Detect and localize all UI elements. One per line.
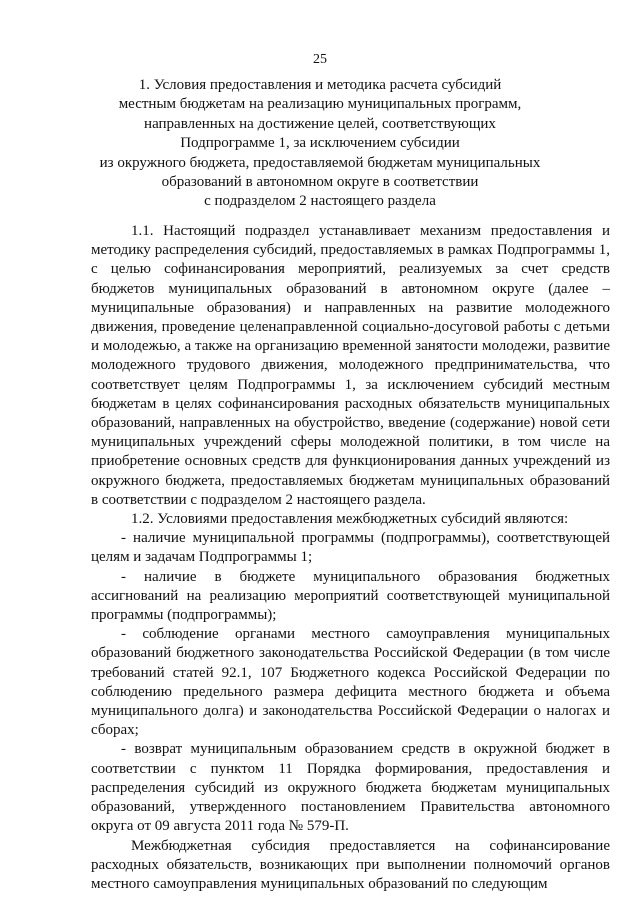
document-body <box>91 222 610 894</box>
heading-line: с подразделом 2 настоящего раздела <box>204 193 436 210</box>
heading-line: 1. Условия предоставления и методика расчета субсидий <box>138 77 502 93</box>
heading-line: из окружного бюджета, предоставляемой бюджетам муниципальных <box>99 154 541 171</box>
section-heading <box>60 76 580 212</box>
heading-line: местным бюджетам на реализацию муниципальных программ, <box>118 96 522 113</box>
paragraph-1-2: 1.2. Условиями предоставления межбюджетных субсидий являются: <box>131 511 569 528</box>
condition-item: - наличие муниципальной программы (подпрограммы), соответствующей целям и задачам Подпрограммы 1; <box>91 530 610 566</box>
condition-item: - соблюдение органами местного самоуправления муниципальных образований бюджетного законодательства Российской Федерации (в том числе требований статей 92.1, 107 Бюджетного кодекса Российской Федерации по соблюдению предельного размера дефицита местного бюджета и объема муниципального долга) и законодательства Российской Федерации о налогах и сборах; <box>91 626 610 739</box>
heading-line: направленных на достижение целей, соответствующих <box>144 115 496 132</box>
paragraph-1-1: 1.1. Настоящий подраздел устанавливает механизм предоставления и методику распределения субсидий, предоставляемых в рамках Подпрограммы 1, с целью софинансирования мероприятий, реализуемых за счет средств бюджетов муниципальных образований в автономном округе (далее – муниципальные образования) и направленных на развитие молодежного движения, проведение целенаправленной социально-досуговой работы с детьми и молодежью, а также на организацию временной занятости молодежи, развитие молодежного трудового движения, молодежного предпринимательства, что соответствует целям Подпрограммы 1, за исключением субсидий местным бюджетам в целях софинансирования расходных обязательств муниципальных образований, направленных на обустройство, введение (содержание) новой сети муниципальных учреждений сферы молодежной политики, в том числе на приобретение основных средств для функционирования данных учреждений из окружного бюджета, предоставляемых бюджетам муниципальных образований в соответствии с подразделом 2 настоящего раздела. <box>91 223 610 508</box>
heading-line: Подпрограмме 1, за исключением субсидии <box>180 135 460 152</box>
page-number: 25 <box>313 52 327 67</box>
condition-item: - возврат муниципальным образованием средств в окружной бюджет в соответствии с пунктом 11 Порядка формирования, предоставления и распределения субсидий из окружного бюджета бюджетам муниципальных образований, утвержденного постановлением Правительства автономного округа от 09 августа 2011 года № 579-П. <box>91 741 610 835</box>
heading-line: образований в автономном округе в соответствии <box>161 174 479 191</box>
condition-item: - наличие в бюджете муниципального образования бюджетных ассигнований на реализацию мероприятий соответствующей муниципальной программы (подпрограммы); <box>91 568 610 624</box>
paragraph-subsidy: Межбюджетная субсидия предоставляется на софинансирование расходных обязательств, возникающих при выполнении полномочий органов местного самоуправления муниципальных образований по следующим <box>91 837 610 892</box>
